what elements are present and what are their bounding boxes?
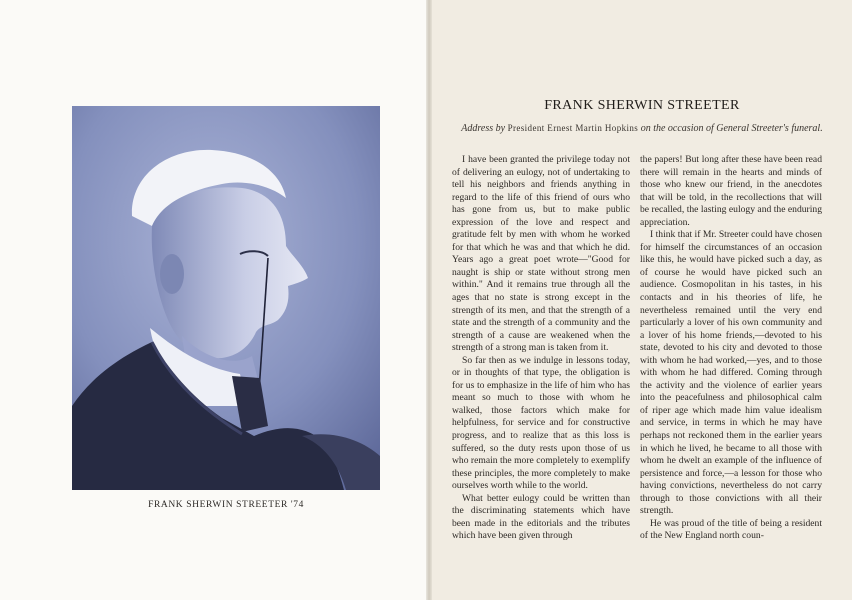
article-title: FRANK SHERWIN STREETER bbox=[544, 98, 740, 113]
paragraph: I have been granted the privilege today not of delivering an eulogy, not of undertaking to tell his neighbors and friends anything in regard to the life of this friend of ours who has gone from us, but to make public expression of the love and respect and gratitude felt by men with whom he worked for that which he was and that which he did. Years ago a great poet wrote—"Good for naught is ship or state without strong men within." And it remains true through all the ages that no state is strong except in the strength of its men, and that the strength of a state and the strength of a community and the strength of a cause are weakened when the strength of a strong man is taken from it. bbox=[452, 154, 630, 354]
paragraph: So far then as we indulge in lessons today, or in thoughts of that type, the obligation is for us to emphasize in the life of him who has meant so much to those with whom he walked, those factors which make for helpfulness, for service and for constructive progress, and to realize that as this loss is suffered, so the duty rests upon those of us who remain the more completely to exemplify these principles, the more completely to make ourselves worth while to the world. bbox=[452, 354, 630, 492]
portrait-caption: FRANK SHERWIN STREETER '74 bbox=[148, 500, 304, 510]
article-column-right bbox=[640, 154, 822, 543]
article-subtitle bbox=[452, 122, 832, 135]
subtitle-suffix: on the occasion of General Streeter's funeral. bbox=[640, 123, 823, 134]
paragraph: He was proud of the title of being a resident of the New England north coun- bbox=[640, 517, 822, 542]
paragraph: What better eulogy could be written than the discriminating statements which have been made in the editorials and the tributes which have been given through bbox=[452, 492, 630, 542]
subtitle-prefix: Address by bbox=[461, 123, 506, 134]
paragraph: I think that if Mr. Streeter could have chosen for himself the circumstances of an occasion like this, he would have picked such a day, as of course he would have picked such an audience. Cosmopolitan in his tastes, in his contacts and in his theories of life, he nevertheless remained until the very end particularly a lover of his own community and a lover of his home friends,—devoted to his state, devoted to his city and devoted to those with whom he had worked,—yes, and to those with whom he had differed. Coming through the activity and the violence of earlier years into the peacefulness and philosophical calm of riper age which made him value idealism and service, in terms in which he may have perhaps not reckoned them in the earlier years in which he lived, he became to all those with whom he dwelt an example of the influence of persistence and force,—a lesson for those who having convictions, nevertheless do not carry through to those convictions with all their strength. bbox=[640, 229, 822, 517]
portrait-photo bbox=[72, 106, 380, 490]
portrait-illustration bbox=[72, 106, 380, 490]
article-column-left bbox=[452, 154, 630, 543]
paragraph-continuation: the papers! But long after these have been read there will remain in the hearts and minds of those who knew our friend, in the anecdotes that will be told, in the recollections that will be recalled, the lasting eulogy and the enduring appreciation. bbox=[640, 154, 822, 228]
subtitle-speaker: President Ernest Martin Hopkins bbox=[507, 123, 639, 133]
